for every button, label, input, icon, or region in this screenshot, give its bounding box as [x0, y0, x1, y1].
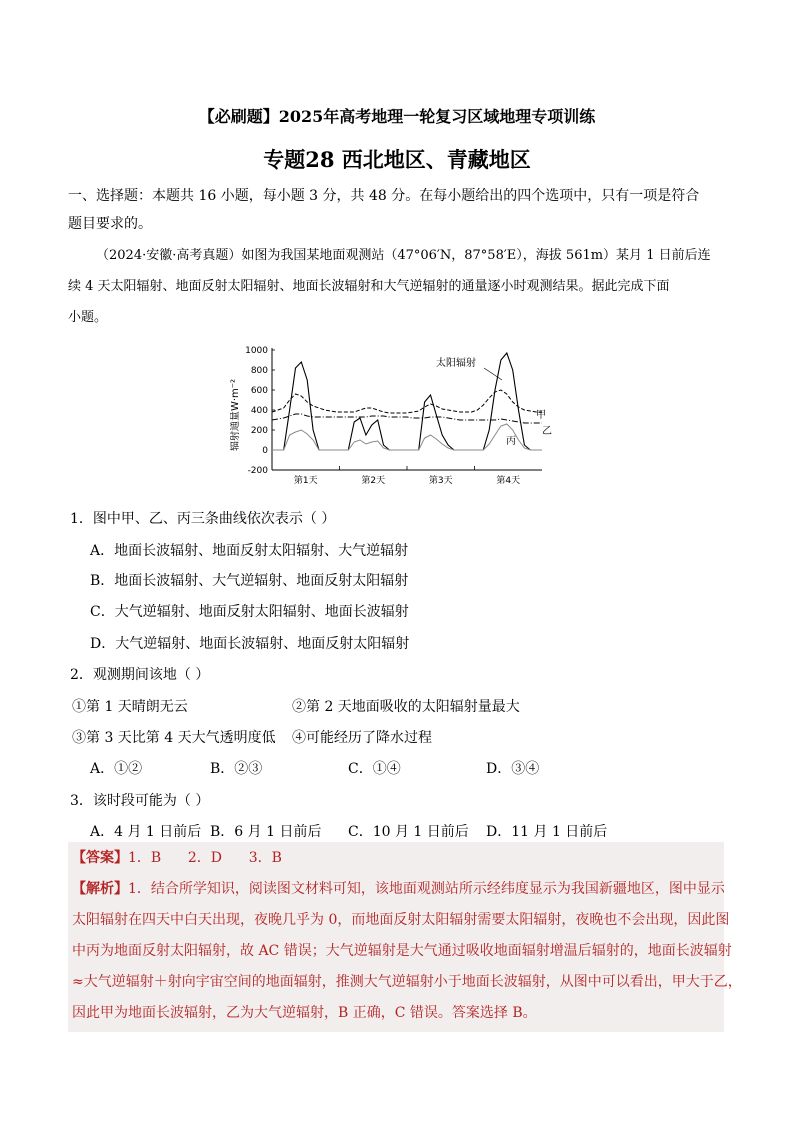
- y-tick-label: 400: [250, 406, 268, 416]
- series-line-1: [272, 390, 542, 413]
- analysis-line-3: 中丙为地面反射太阳辐射，故 AC 错误；大气逆辐射是大气通过吸收地面辐射增温后辐射的，地面长波辐射: [72, 943, 732, 959]
- chart-x-categories: [294, 466, 520, 486]
- q2-statement-4: ④可能经历了降水过程: [292, 730, 432, 746]
- radiation-chart: [230, 340, 560, 490]
- q2-option-d[interactable]: D．③④: [486, 761, 540, 777]
- q3-option-b[interactable]: B．6 月 1 日前后: [210, 824, 322, 840]
- q2-statement-3: ③第 3 天比第 4 天大气透明度低: [72, 730, 276, 746]
- series-label-sun: 太阳辐射: [436, 358, 476, 369]
- material-line2: 续 4 天太阳辐射、地面反射太阳辐射、地面长波辐射和大气逆辐射的通量逐小时观测结果。据此完成下面: [68, 279, 670, 294]
- q1-option-c[interactable]: C．大气逆辐射、地面反射太阳辐射、地面长波辐射: [90, 604, 409, 620]
- analysis-line-5: 因此甲为地面长波辐射，乙为大气逆辐射，B 正确，C 错误。答案选择 B。: [72, 1005, 537, 1021]
- q3-option-c[interactable]: C．10 月 1 日前后: [348, 824, 469, 840]
- q2-option-b[interactable]: B．②③: [210, 761, 263, 777]
- series-line-0: [272, 353, 542, 450]
- answer-tag: 【答案】: [72, 850, 128, 866]
- q3-option-a[interactable]: A．4 月 1 日前后: [90, 824, 202, 840]
- y-tick-label: 200: [250, 426, 268, 436]
- chart-series: [272, 353, 542, 450]
- q2-option-c[interactable]: C．①④: [348, 761, 401, 777]
- question-3-stem: 3．该时段可能为（ ）: [70, 793, 210, 809]
- analysis-line-1: [72, 874, 725, 905]
- analysis-tag: 【解析】: [72, 881, 128, 897]
- page-title: 专题28 西北地区、青藏地区: [263, 147, 531, 172]
- chart-y-ticks: [245, 346, 275, 476]
- analysis-line-4: ≈大气逆辐射＋射向宇宙空间的地面辐射，推测大气逆辐射小于地面长波辐射，从图中可以看出，甲大于乙，: [72, 974, 742, 990]
- q2-statement-2: ②第 2 天地面吸收的太阳辐射量最大: [292, 699, 520, 715]
- question-1-stem: 1．图中甲、乙、丙三条曲线依次表示（ ）: [70, 511, 336, 527]
- analysis-line-2: 太阳辐射在四天中白天出现，夜晚几乎为 0，而地面反射太阳辐射需要太阳辐射，夜晚也不会出现，因此图: [72, 912, 730, 928]
- chart-ylabel: 辐射通量W·m⁻²: [230, 378, 241, 452]
- x-category-label: 第1天: [293, 476, 318, 486]
- material-line1: （2024·安徽·高考真题）如图为我国某地面观测站（47°06′N，87°58′E），海拔 561m）某月 1 日前后连: [96, 248, 711, 263]
- section-intro-line1: 一、选择题：本题共 16 小题，每小题 3 分，共 48 分。在每小题给出的四个选项中，只有一项是符合: [68, 188, 700, 204]
- y-tick-label: 600: [250, 386, 268, 396]
- series-label-bing: 丙: [506, 436, 516, 447]
- series-label-jia: 甲: [536, 410, 546, 421]
- y-tick-label: -200: [247, 466, 268, 476]
- x-category-label: 第3天: [428, 476, 453, 486]
- y-tick-label: 1000: [245, 346, 268, 356]
- series-label-yi: 乙: [542, 426, 552, 437]
- question-2-stem: 2．观测期间该地（ ）: [70, 667, 210, 683]
- y-tick-label: 0: [262, 446, 268, 456]
- q1-option-b[interactable]: B．地面长波辐射、大气逆辐射、地面反射太阳辐射: [90, 573, 409, 589]
- q2-option-a[interactable]: A．①②: [90, 761, 143, 777]
- q2-statement-1: ①第 1 天晴朗无云: [72, 699, 188, 715]
- q1-option-a[interactable]: A．地面长波辐射、地面反射太阳辐射、大气逆辐射: [90, 543, 409, 559]
- answer-text: 1．B 2．D 3．B: [128, 850, 282, 866]
- analysis-text-1: 1．结合所学知识，阅读图文材料可知，该地面观测站所示经纬度显示为我国新疆地区，图中显示: [128, 881, 725, 897]
- q1-option-d[interactable]: D．大气逆辐射、地面长波辐射、地面反射太阳辐射: [90, 636, 410, 652]
- x-category-label: 第2天: [361, 476, 386, 486]
- x-category-label: 第4天: [496, 476, 521, 486]
- q3-option-d[interactable]: D．11 月 1 日前后: [486, 824, 608, 840]
- page-header-title: 【必刷题】2025年高考地理一轮复习区域地理专项训练: [198, 107, 596, 126]
- answer-row: [72, 843, 282, 874]
- y-tick-label: 800: [250, 366, 268, 376]
- material-line3: 小题。: [68, 310, 108, 325]
- section-intro-line2: 题目要求的。: [68, 216, 152, 232]
